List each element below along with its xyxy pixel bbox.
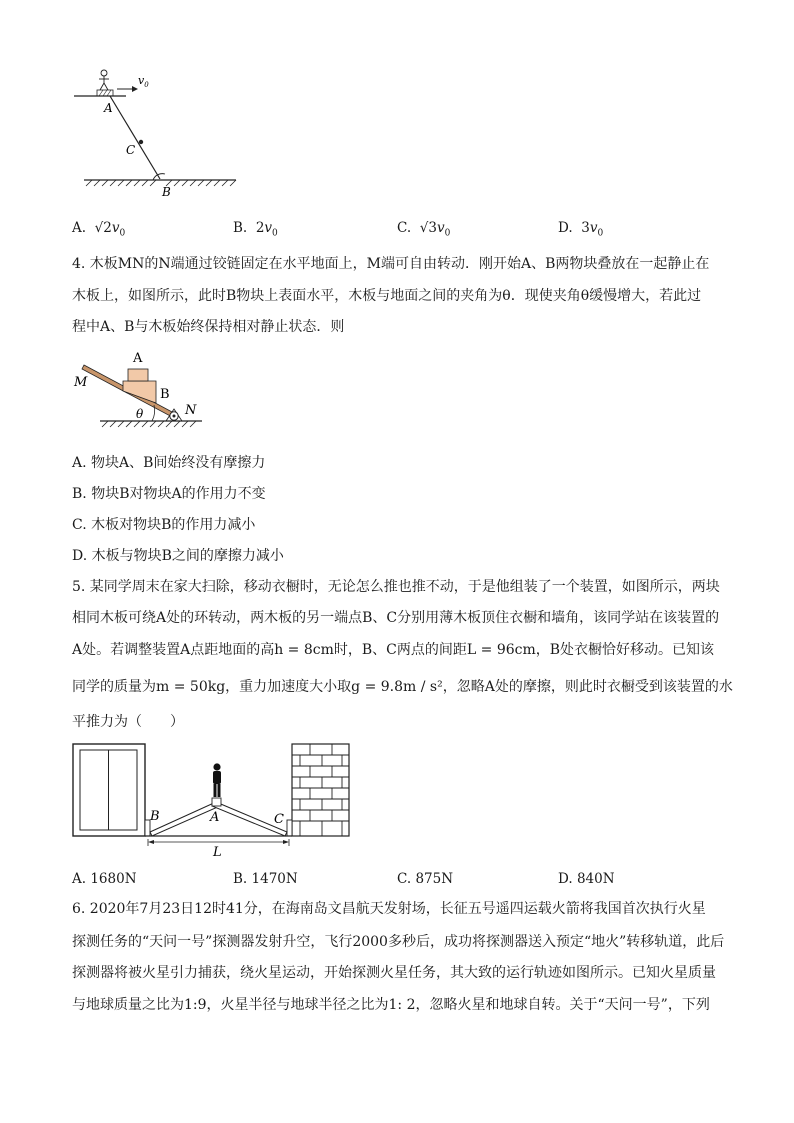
q6-stem-line-4: 与地球质量之比为1:9，火星半径与地球半径之比为1: 2，忽略火星和地球自转。关于“天问一号”，下列: [72, 997, 710, 1013]
q3-option-c[interactable]: C. $√3v_0$: [397, 220, 451, 239]
q5-option-b[interactable]: B. 1470N: [233, 871, 298, 887]
q5-label-C: C: [274, 812, 284, 827]
q5-stem-line-3: A处。若调整装置A点距地面的高h = 8cm时，B、C两点的间距L = 96cm，B处衣橱恰好移动。已知该: [72, 642, 715, 658]
q5-figure: [70, 740, 355, 860]
q3-option-a[interactable]: A. $√2v_0$: [72, 220, 126, 239]
q5-option-d[interactable]: D. 840N: [558, 871, 615, 887]
q6-stem-line-3: 探测器将被火星引力捕获，绕火星运动，开始探测火星任务，其大致的运行轨迹如图所示。已知火星质量: [72, 965, 716, 981]
q4-label-A: A: [133, 351, 143, 366]
q6-stem-line-1: 6. 2020年7月23日12时41分，在海南岛文昌航天发射场，长征五号遥四运载火箭将我国首次执行火星: [72, 901, 706, 917]
q4-stem-line-3: 程中A、B与木板始终保持相对静止状态．则: [72, 319, 345, 335]
q3-option-d[interactable]: D. $3v_0$: [558, 220, 604, 239]
q4-stem-line-2: 木板上，如图所示，此时B物块上表面水平，木板与地面之间的夹角为θ．现使夹角θ缓慢增大，若此过: [72, 288, 702, 304]
q5-option-c[interactable]: C. 875N: [397, 871, 454, 887]
q3-figure: [70, 62, 245, 202]
q4-label-B: B: [160, 387, 170, 402]
q3-label-A: A: [104, 101, 113, 115]
q3-label-B: B: [162, 185, 171, 199]
q4-option-b[interactable]: B. 物块B对物块A的作用力不变: [72, 486, 266, 502]
q5-stem-line-1: 5. 某同学周末在家大扫除，移动衣橱时，无论怎么推也推不动，于是他组装了一个装置，如图所示，两块: [72, 579, 720, 595]
q3-label-v0: $v_0$: [138, 74, 149, 89]
q4-option-c[interactable]: C. 木板对物块B的作用力减小: [72, 517, 256, 533]
q4-option-a[interactable]: A. 物块A、B间始终没有摩擦力: [72, 455, 266, 471]
q5-label-B: B: [150, 809, 160, 824]
q5-stem-line-5: 平推力为（ ）: [72, 714, 184, 730]
q4-label-M: M: [74, 375, 88, 390]
q4-label-theta: θ: [136, 407, 144, 421]
q6-stem-line-2: 探测任务的“天问一号”探测器发射升空，飞行2000多秒后，成功将探测器送入预定“地火”转移轨道，此后: [72, 934, 725, 950]
q5-stem-line-4: 同学的质量为m = 50kg，重力加速度大小取g = 9.8m / s²，忽略A处的摩擦，则此时衣橱受到该装置的水: [72, 679, 733, 695]
q3-label-C: C: [126, 143, 136, 157]
q4-label-N: N: [185, 403, 197, 418]
q3-option-b[interactable]: B. $2v_0$: [233, 220, 278, 239]
q5-label-A: A: [210, 810, 220, 825]
q4-stem-line-1: 4. 木板MN的N端通过铰链固定在水平地面上，M端可自由转动．刚开始A、B两物块叠放在一起静止在: [72, 256, 710, 272]
q4-figure: [70, 345, 210, 440]
q5-option-a[interactable]: A. 1680N: [72, 871, 137, 887]
q5-stem-line-2: 相同木板可绕A处的环转动，两木板的另一端点B、C分别用薄木板顶住衣橱和墙角，该同学站在该装置的: [72, 610, 720, 626]
q5-label-L: L: [213, 845, 222, 860]
q4-option-d[interactable]: D. 木板与物块B之间的摩擦力减小: [72, 548, 284, 564]
